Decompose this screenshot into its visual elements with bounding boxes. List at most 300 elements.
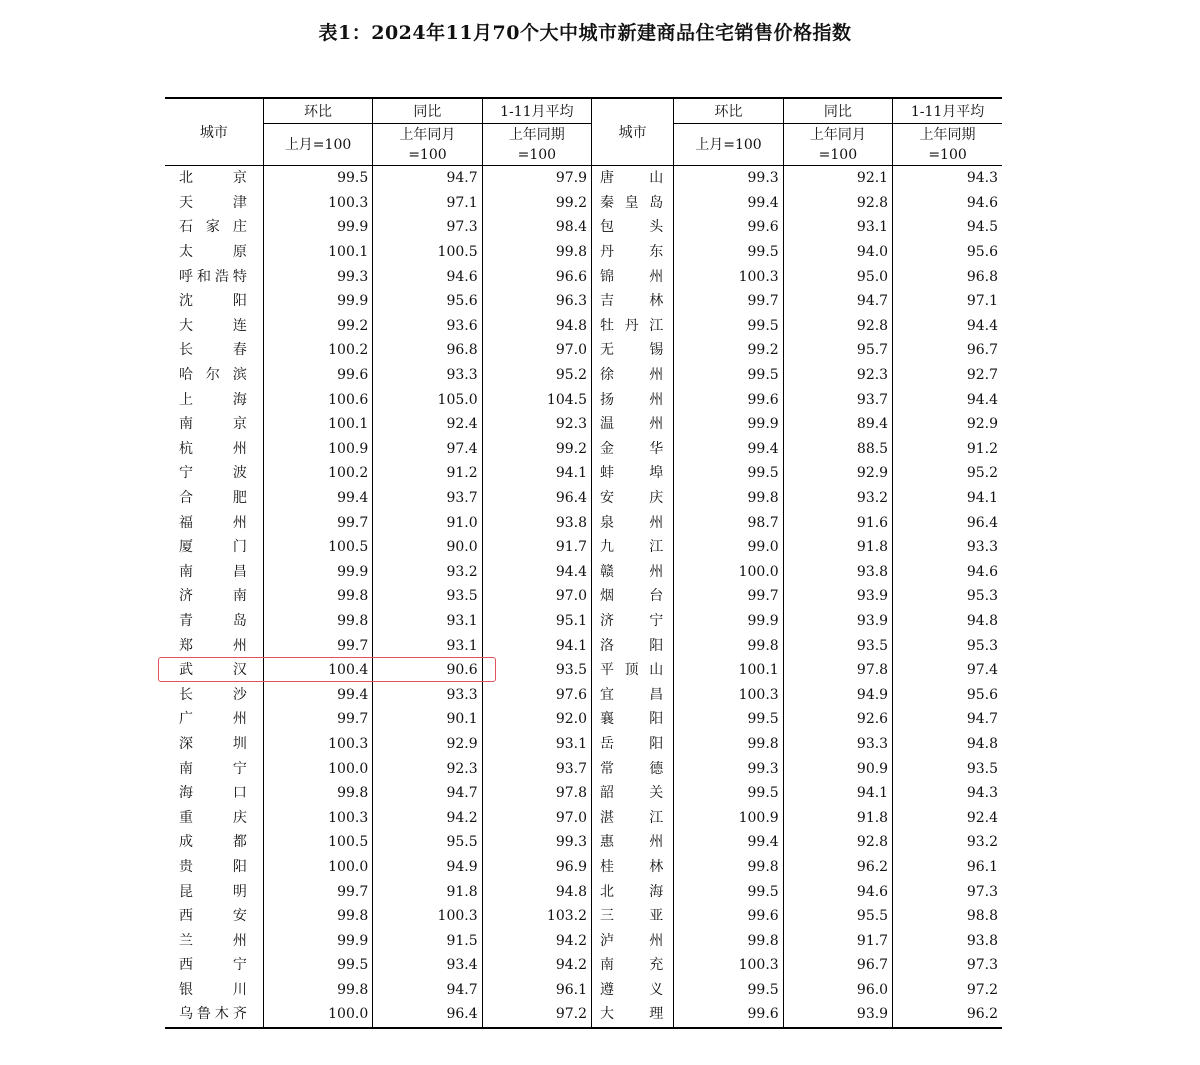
table-row <box>165 928 1002 953</box>
avg-cell-right: 96.2 <box>893 1002 1002 1028</box>
mom-cell-left: 99.9 <box>263 289 372 314</box>
yoy-cell-right: 91.6 <box>783 510 892 535</box>
mom-cell-right: 99.8 <box>674 855 783 880</box>
avg-cell-left: 97.0 <box>482 584 591 609</box>
avg-cell-left: 96.3 <box>482 289 591 314</box>
price-index-table <box>165 97 1002 1029</box>
avg-cell-right: 93.8 <box>893 928 1002 953</box>
city-cell-right: 丹东 <box>592 240 674 265</box>
city-cell-right: 温州 <box>592 412 674 437</box>
avg-cell-right: 97.3 <box>893 879 1002 904</box>
city-cell-left: 乌鲁木齐 <box>165 1002 263 1028</box>
mom-cell-right: 100.3 <box>674 682 783 707</box>
yoy-cell-right: 91.8 <box>783 805 892 830</box>
yoy-cell-left: 97.4 <box>373 437 482 462</box>
mom-cell-left: 100.5 <box>263 535 372 560</box>
city-cell-left: 贵阳 <box>179 858 247 875</box>
yoy-cell-right: 93.2 <box>783 486 892 511</box>
avg-cell-left: 95.1 <box>482 609 591 634</box>
city-cell-right: 洛阳 <box>592 633 674 658</box>
mom-cell-left: 99.9 <box>263 215 372 240</box>
city-cell-left: 呼和浩特 <box>179 268 247 285</box>
table-row <box>165 904 1002 929</box>
header-mom-base-left: 上月=100 <box>263 124 372 166</box>
city-cell-left: 广州 <box>179 711 247 728</box>
table-row <box>165 953 1002 978</box>
avg-cell-right: 94.6 <box>893 560 1002 585</box>
city-cell-right: 蚌埠 <box>592 461 674 486</box>
table-row <box>165 781 1002 806</box>
mom-cell-left: 99.9 <box>263 560 372 585</box>
header-mom-base-right: 上月=100 <box>674 124 783 166</box>
city-cell-right: 湛江 <box>592 805 674 830</box>
yoy-cell-right: 97.8 <box>783 658 892 683</box>
avg-cell-left: 93.5 <box>482 658 591 683</box>
avg-cell-right: 94.8 <box>893 609 1002 634</box>
yoy-cell-left: 100.3 <box>373 904 482 929</box>
avg-cell-right: 97.4 <box>893 658 1002 683</box>
yoy-cell-right: 93.3 <box>783 732 892 757</box>
table-row <box>165 461 1002 486</box>
header-city-left: 城市 <box>165 98 263 166</box>
avg-cell-right: 95.3 <box>893 584 1002 609</box>
city-cell-left: 郑州 <box>179 637 247 654</box>
mom-cell-right: 99.5 <box>674 781 783 806</box>
table-row <box>165 633 1002 658</box>
avg-cell-left: 97.0 <box>482 338 591 363</box>
yoy-cell-right: 90.9 <box>783 756 892 781</box>
avg-cell-right: 93.3 <box>893 535 1002 560</box>
mom-cell-left: 99.8 <box>263 978 372 1003</box>
city-cell-left: 哈尔滨 <box>179 367 247 384</box>
city-cell-right: 济宁 <box>592 609 674 634</box>
yoy-cell-right: 91.7 <box>783 928 892 953</box>
city-cell-left: 合肥 <box>179 490 247 507</box>
yoy-cell-right: 93.1 <box>783 215 892 240</box>
yoy-cell-right: 93.9 <box>783 584 892 609</box>
yoy-cell-left: 91.0 <box>373 510 482 535</box>
city-cell-left: 上海 <box>179 391 247 408</box>
city-cell-right: 常德 <box>592 756 674 781</box>
yoy-cell-left: 96.4 <box>373 1002 482 1028</box>
mom-cell-left: 100.4 <box>263 658 372 683</box>
mom-cell-right: 99.5 <box>674 879 783 904</box>
city-cell-right: 秦皇岛 <box>592 191 674 216</box>
table-row <box>165 363 1002 388</box>
city-cell-left: 长沙 <box>179 686 247 703</box>
city-cell-left: 大连 <box>179 317 247 334</box>
mom-cell-right: 99.9 <box>674 609 783 634</box>
table-row <box>165 264 1002 289</box>
city-cell-left: 西安 <box>179 908 247 925</box>
mom-cell-right: 99.5 <box>674 461 783 486</box>
city-cell-right: 惠州 <box>592 830 674 855</box>
city-cell-left: 兰州 <box>179 932 247 949</box>
avg-cell-left: 94.1 <box>482 461 591 486</box>
yoy-cell-right: 94.7 <box>783 289 892 314</box>
mom-cell-right: 99.5 <box>674 240 783 265</box>
table-body <box>165 166 1002 1028</box>
city-cell-right: 岳阳 <box>592 732 674 757</box>
city-cell-left: 重庆 <box>179 809 247 826</box>
avg-cell-right: 93.5 <box>893 756 1002 781</box>
mom-cell-left: 99.4 <box>263 486 372 511</box>
mom-cell-left: 99.4 <box>263 682 372 707</box>
avg-cell-right: 92.4 <box>893 805 1002 830</box>
city-cell-right: 烟台 <box>592 584 674 609</box>
city-cell-left: 宁波 <box>179 465 247 482</box>
yoy-cell-left: 91.5 <box>373 928 482 953</box>
mom-cell-left: 100.0 <box>263 1002 372 1028</box>
mom-cell-left: 99.7 <box>263 510 372 535</box>
mom-cell-left: 100.3 <box>263 732 372 757</box>
yoy-cell-left: 95.5 <box>373 830 482 855</box>
yoy-cell-left: 105.0 <box>373 387 482 412</box>
yoy-cell-left: 97.1 <box>373 191 482 216</box>
yoy-cell-right: 95.5 <box>783 904 892 929</box>
mom-cell-right: 99.7 <box>674 289 783 314</box>
yoy-cell-left: 93.3 <box>373 682 482 707</box>
mom-cell-right: 99.8 <box>674 928 783 953</box>
table-row <box>165 289 1002 314</box>
table-row <box>165 535 1002 560</box>
yoy-cell-left: 93.2 <box>373 560 482 585</box>
mom-cell-right: 99.8 <box>674 486 783 511</box>
avg-cell-left: 92.3 <box>482 412 591 437</box>
city-cell-right: 南充 <box>592 953 674 978</box>
yoy-cell-left: 96.8 <box>373 338 482 363</box>
table-row <box>165 387 1002 412</box>
yoy-cell-right: 92.9 <box>783 461 892 486</box>
city-cell-left: 海口 <box>179 785 247 802</box>
yoy-cell-left: 93.3 <box>373 363 482 388</box>
city-cell-left: 深圳 <box>179 735 247 752</box>
yoy-cell-left: 93.6 <box>373 314 482 339</box>
city-cell-right: 赣州 <box>592 560 674 585</box>
table-row <box>165 682 1002 707</box>
avg-cell-right: 94.3 <box>893 166 1002 191</box>
yoy-cell-right: 92.3 <box>783 363 892 388</box>
city-cell-left: 厦门 <box>179 539 247 556</box>
header-yoy-left: 同比 <box>373 98 482 124</box>
table-row <box>165 510 1002 535</box>
table-row <box>165 855 1002 880</box>
table-row <box>165 240 1002 265</box>
city-cell-right: 安庆 <box>592 486 674 511</box>
yoy-cell-left: 92.4 <box>373 412 482 437</box>
avg-cell-left: 94.2 <box>482 928 591 953</box>
avg-cell-left: 93.8 <box>482 510 591 535</box>
yoy-cell-right: 92.6 <box>783 707 892 732</box>
yoy-cell-right: 93.9 <box>783 609 892 634</box>
table-row <box>165 1002 1002 1028</box>
avg-cell-left: 96.6 <box>482 264 591 289</box>
city-cell-left: 青岛 <box>179 612 247 629</box>
yoy-cell-left: 92.9 <box>373 732 482 757</box>
table-row <box>165 732 1002 757</box>
yoy-cell-right: 94.6 <box>783 879 892 904</box>
avg-cell-right: 91.2 <box>893 437 1002 462</box>
city-cell-left: 南昌 <box>179 563 247 580</box>
avg-cell-right: 94.8 <box>893 732 1002 757</box>
avg-cell-left: 97.9 <box>482 166 591 191</box>
city-cell-right: 吉林 <box>592 289 674 314</box>
yoy-cell-right: 93.5 <box>783 633 892 658</box>
mom-cell-right: 99.8 <box>674 633 783 658</box>
mom-cell-left: 99.6 <box>263 363 372 388</box>
mom-cell-left: 100.3 <box>263 191 372 216</box>
city-cell-left: 南宁 <box>179 760 247 777</box>
mom-cell-right: 98.7 <box>674 510 783 535</box>
mom-cell-left: 100.0 <box>263 756 372 781</box>
table-row <box>165 830 1002 855</box>
header-yoy-base-left: 上年同月 =100 <box>373 124 482 166</box>
yoy-cell-right: 92.1 <box>783 166 892 191</box>
mom-cell-left: 99.8 <box>263 584 372 609</box>
mom-cell-left: 99.2 <box>263 314 372 339</box>
avg-cell-left: 104.5 <box>482 387 591 412</box>
mom-cell-right: 99.6 <box>674 387 783 412</box>
avg-cell-right: 94.3 <box>893 781 1002 806</box>
avg-cell-left: 97.0 <box>482 805 591 830</box>
header-avg-left: 1-11月平均 <box>482 98 591 124</box>
table-row <box>165 314 1002 339</box>
city-cell-right: 三亚 <box>592 904 674 929</box>
yoy-cell-right: 93.8 <box>783 560 892 585</box>
mom-cell-right: 100.9 <box>674 805 783 830</box>
yoy-cell-left: 94.7 <box>373 166 482 191</box>
mom-cell-right: 99.5 <box>674 363 783 388</box>
city-cell-left: 天津 <box>179 194 247 211</box>
city-cell-right: 桂林 <box>592 855 674 880</box>
mom-cell-left: 100.5 <box>263 830 372 855</box>
avg-cell-left: 94.4 <box>482 560 591 585</box>
mom-cell-right: 100.3 <box>674 953 783 978</box>
table-row <box>165 215 1002 240</box>
city-cell-right: 徐州 <box>592 363 674 388</box>
city-cell-left: 北京 <box>179 170 247 187</box>
avg-cell-left: 96.9 <box>482 855 591 880</box>
yoy-cell-left: 93.1 <box>373 609 482 634</box>
city-cell-right: 包头 <box>592 215 674 240</box>
mom-cell-right: 99.6 <box>674 215 783 240</box>
avg-cell-left: 95.2 <box>482 363 591 388</box>
header-mom-right: 环比 <box>674 98 783 124</box>
avg-cell-left: 98.4 <box>482 215 591 240</box>
mom-cell-right: 100.0 <box>674 560 783 585</box>
yoy-cell-left: 100.5 <box>373 240 482 265</box>
city-cell-right: 韶关 <box>592 781 674 806</box>
mom-cell-right: 100.1 <box>674 658 783 683</box>
yoy-cell-left: 94.7 <box>373 978 482 1003</box>
table-row <box>165 805 1002 830</box>
avg-cell-left: 99.8 <box>482 240 591 265</box>
city-cell-right: 泸州 <box>592 928 674 953</box>
city-cell-left: 武汉 <box>179 662 247 679</box>
mom-cell-left: 99.8 <box>263 609 372 634</box>
yoy-cell-left: 93.4 <box>373 953 482 978</box>
mom-cell-right: 99.9 <box>674 412 783 437</box>
mom-cell-left: 100.1 <box>263 412 372 437</box>
yoy-cell-right: 96.0 <box>783 978 892 1003</box>
table-row <box>165 658 1002 683</box>
table-row <box>165 338 1002 363</box>
avg-cell-right: 96.1 <box>893 855 1002 880</box>
avg-cell-left: 94.8 <box>482 314 591 339</box>
mom-cell-right: 99.4 <box>674 437 783 462</box>
yoy-cell-right: 93.7 <box>783 387 892 412</box>
city-cell-left: 福州 <box>179 514 247 531</box>
yoy-cell-left: 94.6 <box>373 264 482 289</box>
avg-cell-right: 95.3 <box>893 633 1002 658</box>
yoy-cell-right: 96.7 <box>783 953 892 978</box>
table-row <box>165 437 1002 462</box>
avg-cell-left: 99.2 <box>482 437 591 462</box>
mom-cell-right: 99.3 <box>674 756 783 781</box>
city-cell-right: 牡丹江 <box>592 314 674 339</box>
header-yoy-base-right: 上年同月 =100 <box>783 124 892 166</box>
avg-cell-right: 95.2 <box>893 461 1002 486</box>
mom-cell-left: 100.2 <box>263 461 372 486</box>
yoy-cell-left: 93.5 <box>373 584 482 609</box>
mom-cell-left: 100.3 <box>263 805 372 830</box>
avg-cell-right: 94.5 <box>893 215 1002 240</box>
yoy-cell-right: 94.1 <box>783 781 892 806</box>
mom-cell-left: 99.7 <box>263 633 372 658</box>
avg-cell-left: 97.6 <box>482 682 591 707</box>
yoy-cell-left: 92.3 <box>373 756 482 781</box>
avg-cell-right: 96.4 <box>893 510 1002 535</box>
avg-cell-right: 93.2 <box>893 830 1002 855</box>
mom-cell-right: 99.4 <box>674 191 783 216</box>
avg-cell-left: 97.8 <box>482 781 591 806</box>
avg-cell-right: 94.1 <box>893 486 1002 511</box>
yoy-cell-right: 94.0 <box>783 240 892 265</box>
city-cell-left: 西宁 <box>179 957 247 974</box>
header-avg-right: 1-11月平均 <box>893 98 1002 124</box>
avg-cell-right: 97.1 <box>893 289 1002 314</box>
mom-cell-right: 99.5 <box>674 707 783 732</box>
mom-cell-right: 99.6 <box>674 1002 783 1028</box>
city-cell-right: 大理 <box>592 1002 674 1028</box>
city-cell-right: 北海 <box>592 879 674 904</box>
mom-cell-left: 100.1 <box>263 240 372 265</box>
yoy-cell-right: 89.4 <box>783 412 892 437</box>
mom-cell-right: 99.8 <box>674 732 783 757</box>
avg-cell-right: 96.8 <box>893 264 1002 289</box>
city-cell-right: 九江 <box>592 535 674 560</box>
avg-cell-right: 94.7 <box>893 707 1002 732</box>
city-cell-right: 襄阳 <box>592 707 674 732</box>
city-cell-right: 平顶山 <box>592 658 674 683</box>
mom-cell-left: 99.8 <box>263 904 372 929</box>
yoy-cell-right: 93.9 <box>783 1002 892 1028</box>
city-cell-left: 石家庄 <box>179 219 247 236</box>
mom-cell-left: 100.2 <box>263 338 372 363</box>
avg-cell-right: 95.6 <box>893 240 1002 265</box>
city-cell-right: 宜昌 <box>592 682 674 707</box>
yoy-cell-right: 94.9 <box>783 682 892 707</box>
mom-cell-right: 99.2 <box>674 338 783 363</box>
avg-cell-right: 96.7 <box>893 338 1002 363</box>
mom-cell-right: 99.6 <box>674 904 783 929</box>
mom-cell-right: 99.3 <box>674 166 783 191</box>
avg-cell-left: 99.2 <box>482 191 591 216</box>
table-row <box>165 166 1002 191</box>
avg-cell-left: 103.2 <box>482 904 591 929</box>
yoy-cell-left: 90.6 <box>373 658 482 683</box>
table-row <box>165 609 1002 634</box>
yoy-cell-left: 97.3 <box>373 215 482 240</box>
avg-cell-right: 94.4 <box>893 314 1002 339</box>
avg-cell-left: 96.1 <box>482 978 591 1003</box>
mom-cell-left: 99.9 <box>263 928 372 953</box>
mom-cell-left: 100.0 <box>263 855 372 880</box>
avg-cell-left: 96.4 <box>482 486 591 511</box>
mom-cell-left: 99.7 <box>263 879 372 904</box>
table-row <box>165 707 1002 732</box>
yoy-cell-left: 91.2 <box>373 461 482 486</box>
city-cell-right: 泉州 <box>592 510 674 535</box>
mom-cell-right: 99.5 <box>674 314 783 339</box>
yoy-cell-right: 92.8 <box>783 191 892 216</box>
header-mom-left: 环比 <box>263 98 372 124</box>
avg-cell-left: 94.1 <box>482 633 591 658</box>
header-yoy-right: 同比 <box>783 98 892 124</box>
avg-cell-left: 94.2 <box>482 953 591 978</box>
city-cell-right: 锦州 <box>592 264 674 289</box>
mom-cell-left: 99.8 <box>263 781 372 806</box>
avg-cell-right: 95.6 <box>893 682 1002 707</box>
city-cell-left: 济南 <box>179 588 247 605</box>
avg-cell-right: 92.9 <box>893 412 1002 437</box>
yoy-cell-left: 95.6 <box>373 289 482 314</box>
mom-cell-left: 100.9 <box>263 437 372 462</box>
yoy-cell-left: 93.1 <box>373 633 482 658</box>
yoy-cell-right: 95.7 <box>783 338 892 363</box>
city-cell-left: 成都 <box>179 834 247 851</box>
table-row <box>165 412 1002 437</box>
mom-cell-right: 99.0 <box>674 535 783 560</box>
avg-cell-left: 93.1 <box>482 732 591 757</box>
header-city-right: 城市 <box>592 98 674 166</box>
city-cell-left: 太原 <box>179 244 247 261</box>
city-cell-left: 长春 <box>179 342 247 359</box>
avg-cell-right: 92.7 <box>893 363 1002 388</box>
mom-cell-left: 100.6 <box>263 387 372 412</box>
page-title: 表1：2024年11月70个大中城市新建商品住宅销售价格指数 <box>318 22 852 44</box>
yoy-cell-left: 94.2 <box>373 805 482 830</box>
mom-cell-right: 100.3 <box>674 264 783 289</box>
avg-cell-left: 93.7 <box>482 756 591 781</box>
yoy-cell-right: 96.2 <box>783 855 892 880</box>
mom-cell-left: 99.7 <box>263 707 372 732</box>
avg-cell-left: 91.7 <box>482 535 591 560</box>
avg-cell-right: 97.3 <box>893 953 1002 978</box>
table-row <box>165 560 1002 585</box>
avg-cell-right: 94.4 <box>893 387 1002 412</box>
city-cell-right: 金华 <box>592 437 674 462</box>
mom-cell-left: 99.5 <box>263 166 372 191</box>
avg-cell-left: 92.0 <box>482 707 591 732</box>
header-avg-base-right: 上年同期 =100 <box>893 124 1002 166</box>
table-row <box>165 486 1002 511</box>
city-cell-left: 沈阳 <box>179 293 247 310</box>
mom-cell-right: 99.5 <box>674 978 783 1003</box>
city-cell-left: 银川 <box>179 981 247 998</box>
city-cell-right: 扬州 <box>592 387 674 412</box>
table-row <box>165 978 1002 1003</box>
